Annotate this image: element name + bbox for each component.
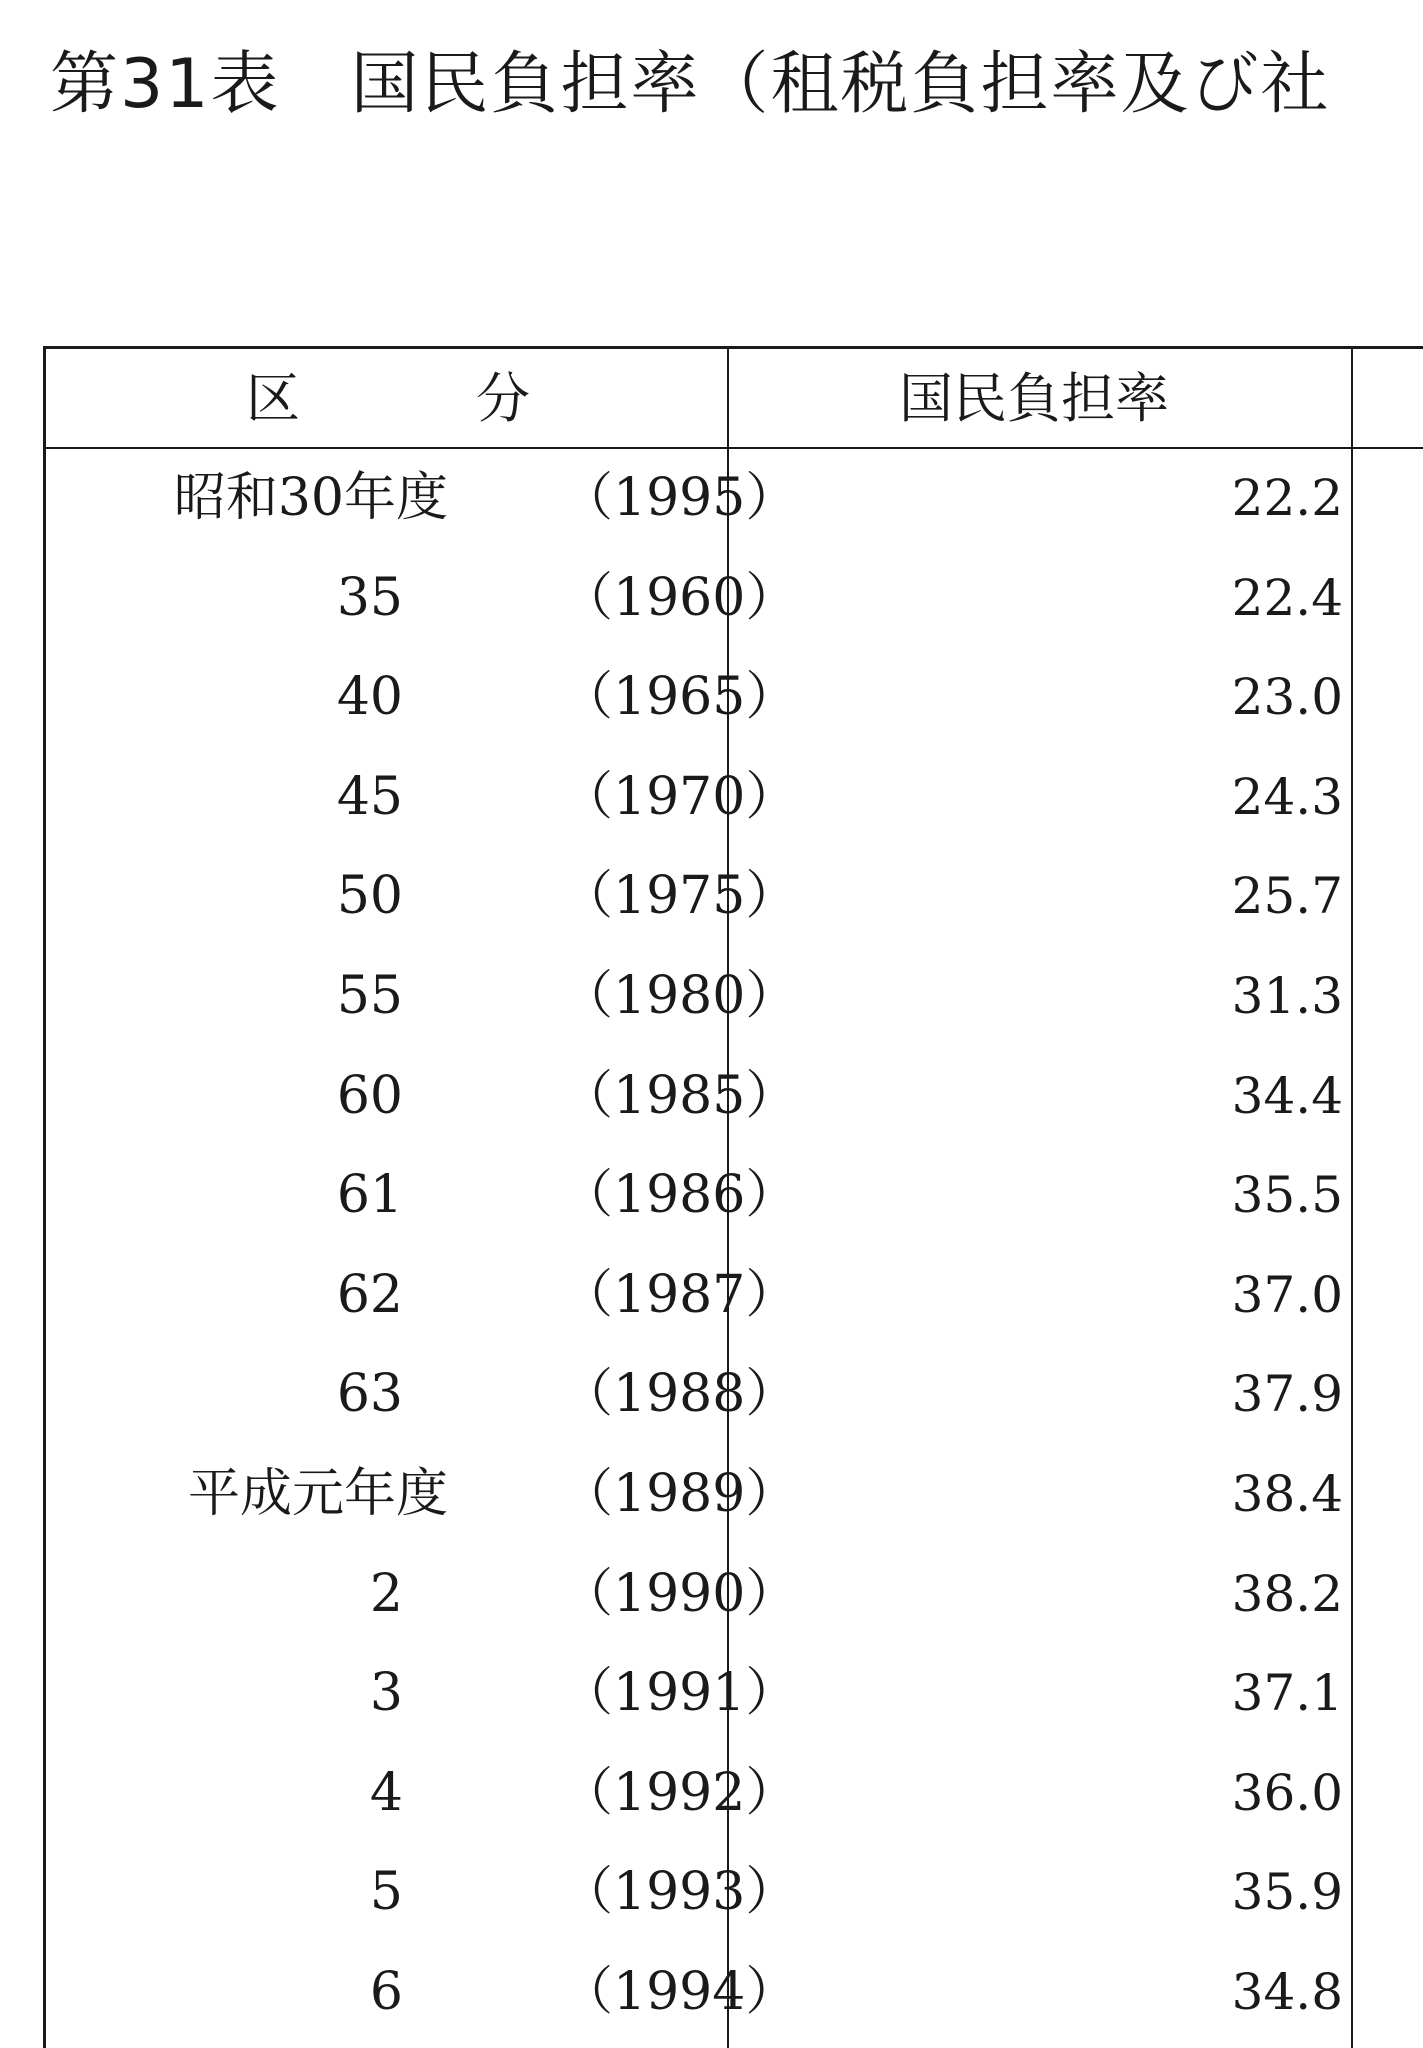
table-row <box>46 1246 1423 1346</box>
row-national-burden-rate: 38.4 <box>1231 1464 1343 1523</box>
table-row <box>46 1047 1423 1147</box>
table-row <box>46 748 1423 848</box>
row-year-label: （1985） <box>561 1065 798 1126</box>
data-table <box>43 346 1423 2048</box>
table-row <box>46 1943 1423 2043</box>
row-era-label: 60 <box>336 1065 403 1126</box>
row-era-label: 昭和30年度 <box>173 468 448 528</box>
row-era-label: 4 <box>369 1762 403 1823</box>
table-row <box>46 847 1423 947</box>
value-cell <box>727 1943 1351 2043</box>
value-cell <box>727 1345 1351 1445</box>
row-national-burden-rate: 35.9 <box>1231 1863 1343 1922</box>
header-kubun-char-1: 区 <box>246 367 300 430</box>
value-cell <box>727 1246 1351 1346</box>
table-row <box>46 1843 1423 1943</box>
table-row <box>46 947 1423 1047</box>
table-header-row <box>46 349 1423 449</box>
row-national-burden-rate: 34.8 <box>1231 1962 1343 2021</box>
value-cell <box>727 449 1351 549</box>
row-national-burden-rate: 25.7 <box>1231 867 1343 926</box>
page-title: 第31表 国民負担率（租税負担率及び社 <box>50 45 1331 124</box>
value-cell <box>727 748 1351 848</box>
row-era-label: 2 <box>369 1563 403 1624</box>
row-era-label: 55 <box>336 965 403 1026</box>
row-year-label: （1993） <box>561 1862 798 1923</box>
row-year-label: （1991） <box>561 1663 798 1724</box>
row-year-label: （1987） <box>561 1264 798 1325</box>
row-era-label: 3 <box>369 1663 403 1724</box>
row-national-burden-rate: 37.0 <box>1231 1265 1343 1324</box>
row-year-label: （1995） <box>561 468 798 528</box>
row-year-label: （1965） <box>561 667 798 728</box>
row-year-label: （1970） <box>561 766 798 827</box>
row-national-burden-rate: 35.5 <box>1231 1166 1343 1225</box>
row-era-label: 40 <box>336 667 403 728</box>
row-era-label: 平成元年度 <box>187 1463 448 1524</box>
row-era-label: 45 <box>336 766 403 827</box>
table-body <box>46 449 1423 2043</box>
table-row <box>46 648 1423 748</box>
table-row <box>46 1146 1423 1246</box>
table-row <box>46 549 1423 649</box>
table-row <box>46 1345 1423 1445</box>
row-national-burden-rate: 24.3 <box>1231 767 1343 826</box>
row-national-burden-rate: 22.4 <box>1231 568 1343 627</box>
table-row <box>46 1644 1423 1744</box>
value-cell <box>727 1744 1351 1844</box>
value-cell <box>727 1644 1351 1744</box>
row-national-burden-rate: 22.2 <box>1231 469 1343 527</box>
row-era-label: 62 <box>336 1264 403 1325</box>
row-era-label: 35 <box>336 567 403 628</box>
row-year-label: （1975） <box>561 866 798 927</box>
value-cell <box>727 1047 1351 1147</box>
row-era-label: 61 <box>336 1165 403 1226</box>
row-era-label: 50 <box>336 866 403 927</box>
row-national-burden-rate: 23.0 <box>1231 668 1343 727</box>
table-row <box>46 1744 1423 1844</box>
row-national-burden-rate: 38.2 <box>1231 1564 1343 1623</box>
row-year-label: （1990） <box>561 1563 798 1624</box>
value-cell <box>727 549 1351 649</box>
row-year-label: （1986） <box>561 1165 798 1226</box>
row-national-burden-rate: 34.4 <box>1231 1066 1343 1125</box>
value-cell <box>727 947 1351 1047</box>
table-row <box>46 1445 1423 1545</box>
value-cell <box>727 1445 1351 1545</box>
table-row <box>46 1545 1423 1645</box>
value-cell <box>727 1146 1351 1246</box>
row-year-label: （1992） <box>561 1762 798 1823</box>
row-year-label: （1960） <box>561 567 798 628</box>
row-era-label: 5 <box>369 1862 403 1923</box>
row-national-burden-rate: 37.1 <box>1231 1664 1343 1723</box>
row-era-label: 6 <box>369 1961 403 2022</box>
row-national-burden-rate: 36.0 <box>1231 1763 1343 1822</box>
value-cell <box>727 1843 1351 1943</box>
value-cell <box>727 847 1351 947</box>
header-national-burden-rate: 国民負担率 <box>899 367 1169 430</box>
row-year-label: （1980） <box>561 965 798 1026</box>
row-year-label: （1989） <box>561 1463 798 1524</box>
header-kubun-char-2: 分 <box>476 367 530 430</box>
row-national-burden-rate: 37.9 <box>1231 1365 1343 1424</box>
row-year-label: （1988） <box>561 1364 798 1425</box>
table-row <box>46 449 1423 549</box>
value-cell <box>727 648 1351 748</box>
row-era-label: 63 <box>336 1364 403 1425</box>
row-national-burden-rate: 31.3 <box>1231 966 1343 1025</box>
row-year-label: （1994） <box>561 1961 798 2022</box>
value-cell <box>727 1545 1351 1645</box>
